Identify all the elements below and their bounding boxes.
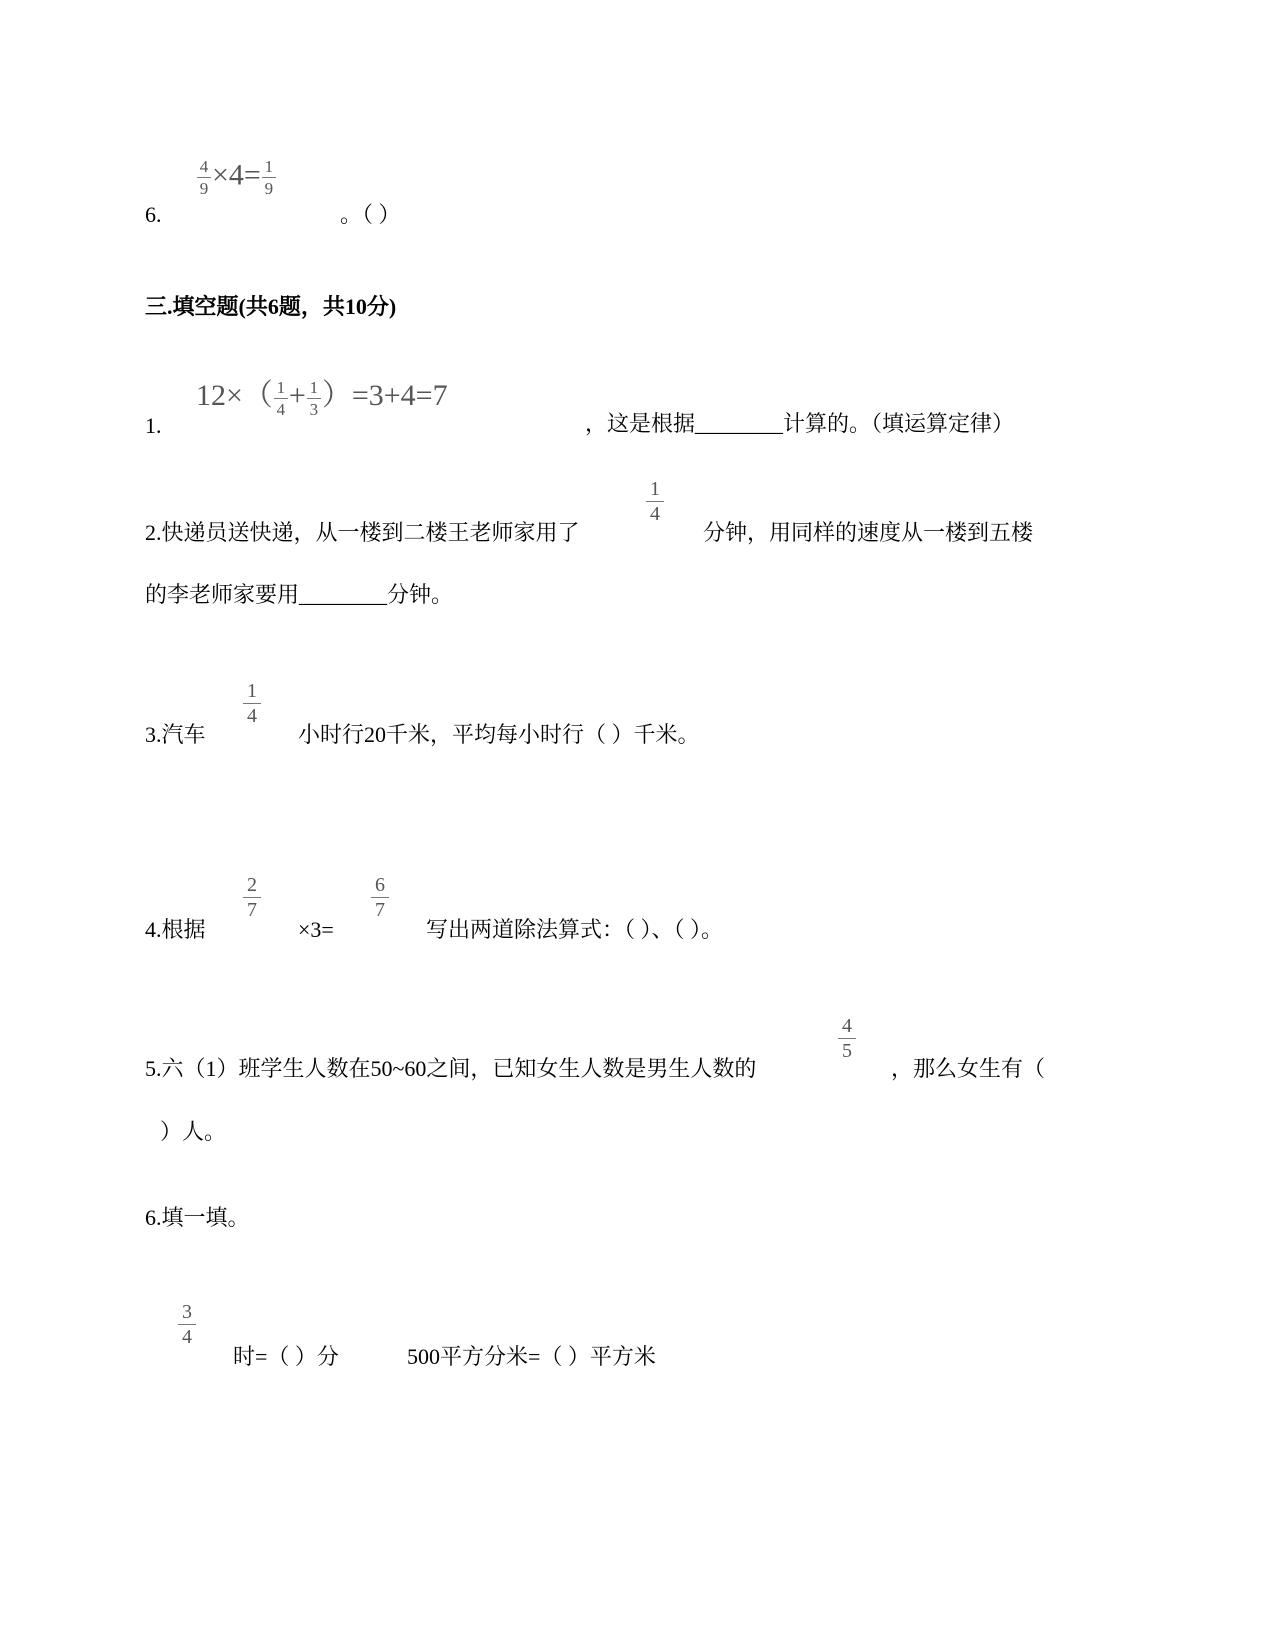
fraction-denominator: 3: [309, 399, 319, 419]
section-heading: 三.填空题(共6题，共10分): [145, 294, 397, 319]
q3-prefix: 3.汽车: [145, 722, 206, 747]
q5-line2: ）人。: [160, 1119, 227, 1144]
fraction-denominator: 5: [842, 1040, 852, 1062]
fraction-numerator: 4: [199, 157, 209, 176]
q5-fraction: [838, 1016, 856, 1061]
fraction-denominator: 9: [199, 179, 209, 198]
fraction-numerator: 1: [264, 157, 274, 176]
q6-title: 6.填一填。: [145, 1205, 250, 1230]
fraction-bar: [243, 897, 261, 898]
fraction-denominator: 7: [247, 899, 257, 921]
q5-line1: 5.六（1）班学生人数在50~60之间，已知女生人数是男生人数的: [145, 1056, 757, 1081]
fraction-bar: [371, 897, 389, 898]
q6-fraction: [178, 1302, 196, 1347]
question-6-answer-bracket: 。（ ）: [340, 202, 401, 227]
q2-line1: 2.快递员送快递，从一楼到二楼王老师家用了: [145, 520, 580, 545]
q1-text: ，这是根据________计算的。（填运算定律）: [585, 411, 1015, 436]
q1-formula: [196, 370, 448, 418]
fraction-numerator: 2: [247, 874, 257, 896]
question-6-number: 6.: [145, 202, 162, 227]
q6-part2: 500平方分米=（ ）平方米: [407, 1344, 656, 1369]
fraction-numerator: 4: [842, 1015, 852, 1037]
q2-line2: 的李老师家要用________分钟。: [145, 582, 454, 607]
question-6-formula: [196, 158, 277, 197]
fraction-bar: [274, 398, 288, 399]
q1-number: 1.: [145, 413, 162, 438]
fraction-numerator: 3: [182, 1301, 192, 1323]
q4-fraction-2: [371, 875, 389, 920]
fraction-denominator: 4: [276, 399, 286, 419]
q5-line1-end: ，那么女生有（: [891, 1056, 1046, 1081]
fraction-bar: [307, 398, 321, 399]
fraction-bar: [262, 177, 276, 178]
q4-mid: ×3=: [298, 917, 334, 942]
q6-part1: 时=（ ）分: [233, 1344, 339, 1369]
fraction-numerator: 1: [650, 478, 660, 500]
q3-fraction: [243, 681, 261, 726]
q2-line1-end: 分钟，用同样的速度从一楼到五楼: [703, 520, 1034, 545]
formula-plus: +: [288, 379, 306, 412]
q4-suffix: 写出两道除法算式：（ ）、（ ）。: [426, 917, 724, 942]
fraction-denominator: 4: [650, 503, 660, 525]
q3-suffix: 小时行20千米，平均每小时行（ ）千米。: [298, 722, 700, 747]
fraction-denominator: 7: [375, 899, 385, 921]
fraction-bar: [243, 703, 261, 704]
fraction-bar: [197, 177, 211, 178]
fraction-bar: [838, 1038, 856, 1039]
fraction-numerator: 6: [375, 874, 385, 896]
fraction-numerator: 1: [247, 680, 257, 702]
fraction-bar: [646, 501, 664, 502]
q4-fraction-1: [243, 875, 261, 920]
formula-lead: 12×（: [196, 379, 273, 412]
fraction-denominator: 4: [182, 1326, 192, 1348]
fraction-bar: [178, 1324, 196, 1325]
fraction-numerator: 1: [276, 377, 286, 397]
fraction-denominator: 4: [247, 705, 257, 727]
formula-times: ×4: [212, 158, 244, 192]
fraction-denominator: 9: [264, 179, 274, 198]
formula-equals: =: [243, 158, 261, 192]
q2-fraction: [646, 479, 664, 524]
q4-prefix: 4.根据: [145, 917, 206, 942]
formula-tail: ）=3+4=7: [321, 379, 448, 412]
fraction-numerator: 1: [309, 377, 319, 397]
